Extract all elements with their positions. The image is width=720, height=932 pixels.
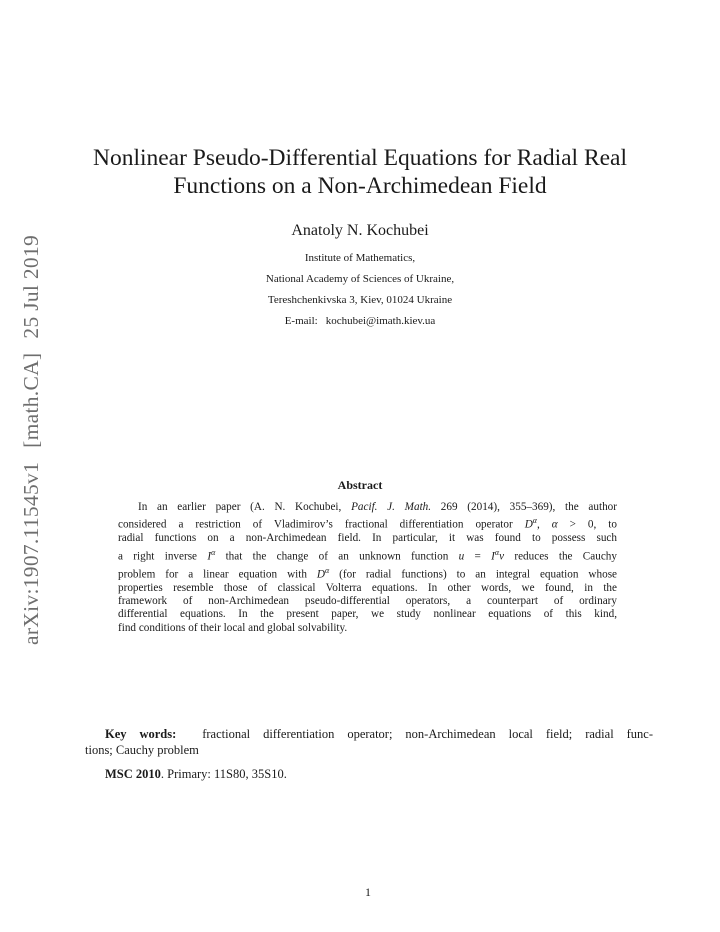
- keywords-text-2: tions; Cauchy problem: [85, 743, 199, 757]
- email-address: kochubei@imath.kiev.ua: [325, 315, 436, 327]
- arxiv-category: [math.CA]: [19, 352, 43, 448]
- arxiv-identifier-stamp: [19, 221, 44, 645]
- abstract-heading: Abstract: [337, 478, 383, 492]
- abstract-line: find conditions of their local and global solvability.: [118, 621, 348, 634]
- msc-classification: [105, 767, 287, 782]
- paper-title: [60, 144, 660, 200]
- affiliation-line-1: Institute of Mathematics,: [304, 252, 416, 264]
- arxiv-date: 25 Jul 2019: [19, 234, 43, 339]
- arxiv-id: arXiv:1907.11545v1: [19, 461, 43, 645]
- email-label: E-mail:: [284, 315, 318, 327]
- abstract-line: differential equations. In the present paper, we study nonlinear equations of this kind,: [118, 608, 617, 621]
- abstract-line: framework of non-Archimedean pseudo-differential operators, a counterpart of ordinary: [118, 594, 617, 607]
- title-line-2: Functions on a Non-Archimedean Field: [173, 173, 547, 199]
- abstract-line: radial functions on a non-Archimedean field. In particular, it was found to possess such: [118, 532, 617, 545]
- author-name: Anatoly N. Kochubei: [291, 222, 429, 239]
- keywords-text-1: fractional differentiation operator; non-Archimedean local field; radial func-: [202, 727, 653, 741]
- author-affiliation: [60, 248, 660, 332]
- keywords-line-1: [85, 726, 653, 742]
- abstract-body: [118, 501, 617, 635]
- msc-codes: . Primary: 11S80, 35S10.: [160, 767, 287, 781]
- abstract-line: properties resemble those of classical Volterra equations. In other words, we found, in the: [118, 581, 617, 594]
- affiliation-line-2: National Academy of Sciences of Ukraine,: [265, 273, 455, 285]
- page-number: 1: [365, 885, 371, 899]
- abstract-line: a right inverse $I^\alpha$ that the change of an unknown function $u = I^\alpha v$ reduces the Cauchy: [118, 547, 617, 563]
- abstract-line: problem for a linear equation with $D^\alpha$ (for radial functions) to an integral equation whose: [118, 565, 618, 581]
- affiliation-line-3: Tereshchenkivska 3, Kiev, 01024 Ukraine: [267, 294, 453, 306]
- abstract-line: considered a restriction of Vladimirov’s fractional differentiation operator $D^\alpha$, α > 0, to: [118, 516, 617, 532]
- title-line-1: Nonlinear Pseudo-Differential Equations for Radial Real: [92, 145, 628, 171]
- email-line: [60, 311, 660, 332]
- msc-label: MSC 2010: [105, 767, 161, 781]
- abstract-line: In an earlier paper (A. N. Kochubei, Pacif. J. Math. 269 (2014), 355–369), the author: [138, 501, 617, 513]
- keywords-label: Key words:: [105, 727, 177, 741]
- keywords-section: [85, 726, 653, 758]
